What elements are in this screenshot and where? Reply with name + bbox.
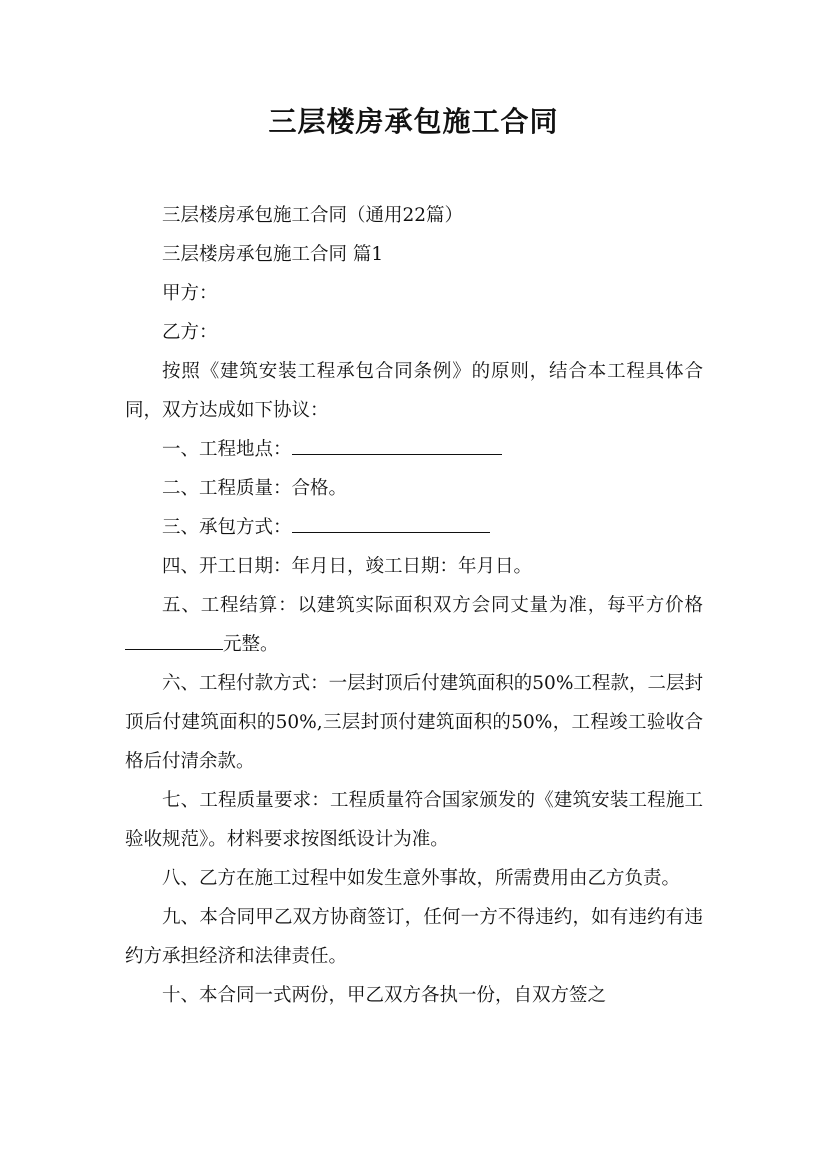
price-blank-line: [125, 631, 223, 650]
paragraph-item-2: 二、工程质量：合格。: [162, 478, 348, 499]
location-blank-line: [292, 436, 502, 455]
paragraph-item-1: [125, 430, 703, 469]
paragraph-intro: 按照《建筑安装工程承包合同条例》的原则，结合本工程具体合同，双方达成如下协议：: [125, 361, 703, 421]
paragraph-item-8: 八、乙方在施工过程中如发生意外事故，所需费用由乙方负责。: [162, 868, 681, 889]
paragraph-item-3: [125, 508, 703, 547]
paragraph-item-4: 四、开工日期：年月日，竣工日期：年月日。: [162, 556, 533, 577]
document-body: [125, 196, 703, 1015]
paragraph-item-10: 十、本合同一式两份，甲乙双方各执一份，自双方签之: [162, 985, 607, 1006]
paragraph-subtitle: 三层楼房承包施工合同（通用22篇）: [162, 205, 464, 226]
paragraph-item-9: 九、本合同甲乙双方协商签订，任何一方不得违约，如有违约有违约方承担经济和法律责任。: [125, 907, 703, 967]
item-1-label: 一、工程地点：: [162, 439, 292, 460]
item-3-label: 三、承包方式：: [162, 517, 292, 538]
contract-method-blank-line: [292, 514, 490, 533]
paragraph-item-5: [125, 586, 703, 664]
paragraph-party-a: 甲方：: [162, 283, 218, 304]
paragraph-party-b: 乙方：: [162, 322, 218, 343]
document-title: 三层楼房承包施工合同: [268, 105, 559, 138]
item-5-text: 五、工程结算：以建筑实际面积双方会同丈量为准，每平方价格: [162, 595, 703, 616]
item-5-suffix: 元整。: [223, 634, 279, 655]
paragraph-item-7: 七、工程质量要求：工程质量符合国家颁发的《建筑安装工程施工验收规范》。材料要求按图纸设计为准。: [125, 790, 703, 850]
paragraph-part-heading: 三层楼房承包施工合同 篇1: [162, 244, 384, 265]
paragraph-item-6: 六、工程付款方式：一层封顶后付建筑面积的50%工程款，二层封顶后付建筑面积的50%,三层封顶付建筑面积的50%，工程竣工验收合格后付清余款。: [125, 673, 703, 772]
